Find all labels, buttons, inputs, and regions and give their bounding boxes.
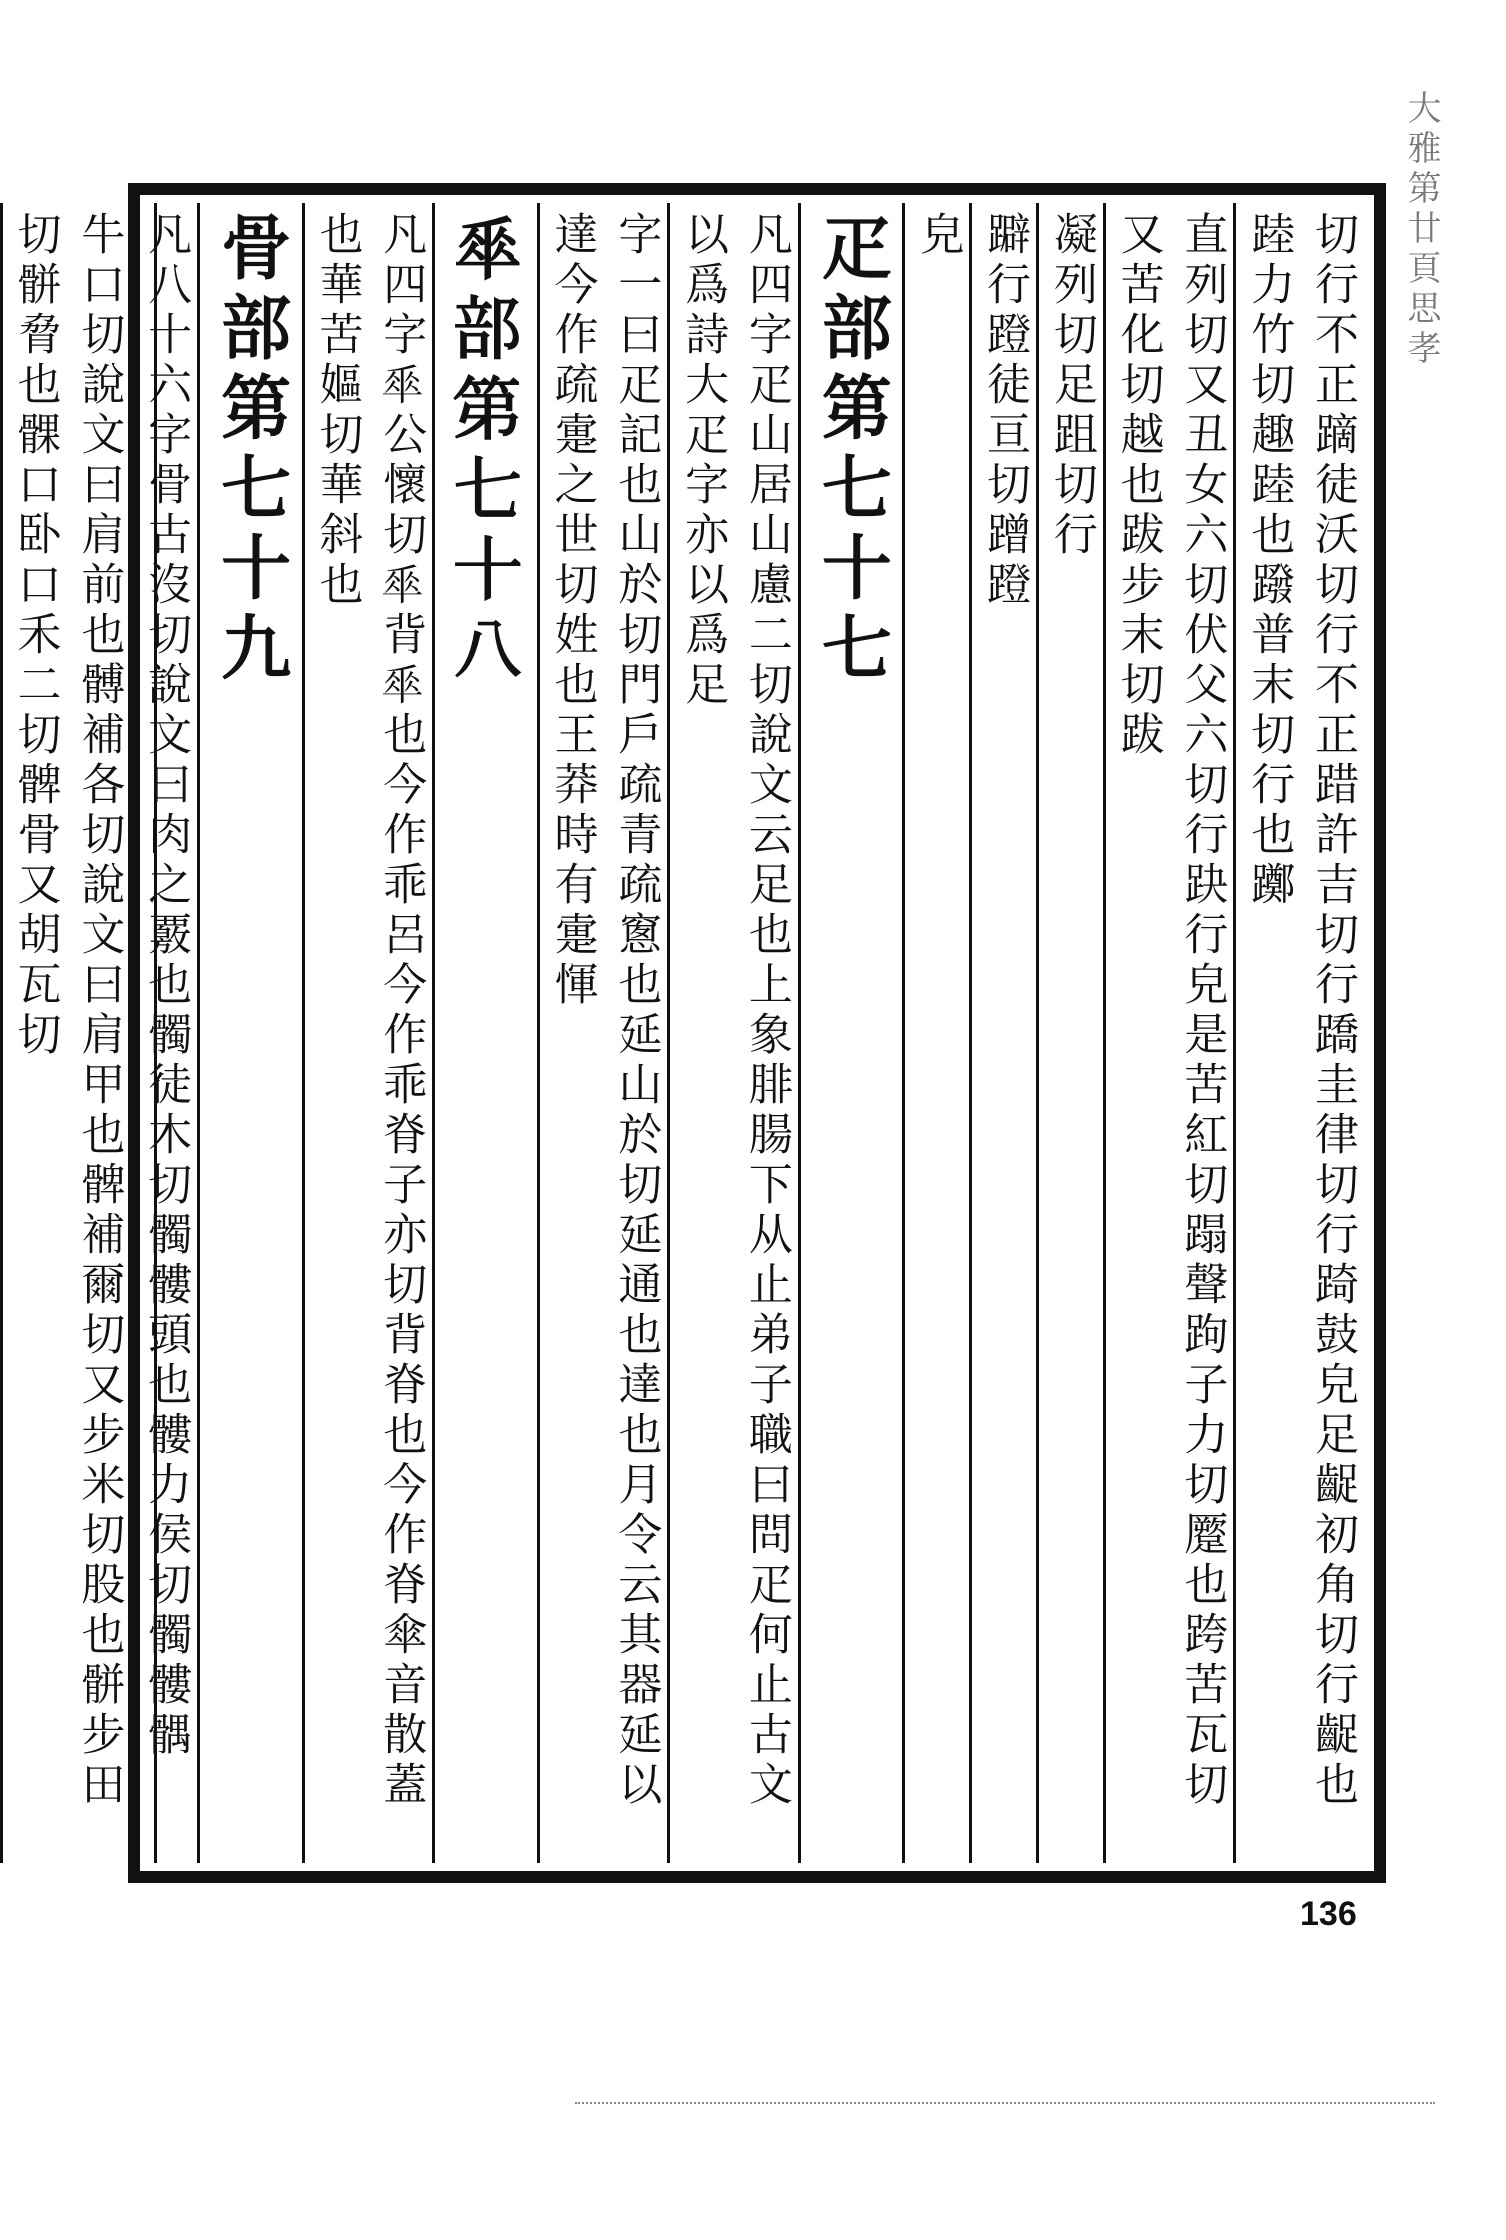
column-text: 躃行蹬徒亘切蹭蹬	[979, 211, 1031, 611]
text-column	[1233, 203, 1364, 1863]
column-text: 凡四字疋山居山慮二切說文云足也上象腓腸下从止弟子職曰問疋何止古文以爲詩大疋字亦以爲足	[677, 211, 792, 1811]
text-column	[667, 203, 798, 1863]
column-text: 切行不正蹢徒沃切行不正踖許吉切行蹻圭律切行踦鼓皃足齪初角切行齪也踛力竹切趣踛也蹳普末切行也躑	[1243, 211, 1358, 1811]
text-column	[1103, 203, 1234, 1863]
column-text: 皃	[912, 211, 964, 261]
text-column	[130, 203, 197, 1863]
section-heading-column	[798, 203, 903, 1863]
column-text: 直列切又丑女六切伏父六切行趹行皃是苦紅切蹋聲跔子力切蹷也跨苦瓦切又苦化切越也跋步末切跋	[1112, 211, 1228, 1811]
section-heading: 𠦬部第七十八	[444, 211, 528, 691]
section-heading: 疋部第七十七	[810, 211, 894, 691]
text-column	[1036, 203, 1103, 1863]
text-frame	[9, 183, 1386, 1883]
text-column	[0, 203, 130, 1863]
section-heading-column	[432, 203, 537, 1863]
section-heading: 骨部第七十九	[209, 211, 293, 691]
column-text: 牛口切說文曰肩前也髆補各切說文曰肩甲也髀補爾切又步米切股也骿步田切骿脅也髁口卧口禾二切髀骨又胡瓦切	[9, 211, 125, 1811]
scan-dotted-line	[575, 2102, 1435, 2104]
page-number: 136	[1300, 1895, 1357, 1933]
margin-fragment: 大雅第廿頁思孝	[1401, 90, 1441, 370]
text-columns	[9, 203, 1364, 1863]
column-text: 字一曰疋記也山於切門戶疏青疏窻也延山於切延通也達也月令云其器延以達今作疏疐之世切姓也王莽時有疐惲	[546, 211, 662, 1811]
text-column	[302, 203, 433, 1863]
section-heading-column	[197, 203, 302, 1863]
text-column	[902, 203, 969, 1863]
column-text: 凡八十六字骨古沒切說文曰肉之覈也髑徒木切髑髏頭也髏力侯切髑髏髃	[140, 211, 192, 1761]
text-column	[969, 203, 1036, 1863]
text-column	[537, 203, 668, 1863]
column-text: 凡四字𠦬公懷切𠦬背𠦬也今作乖呂今作乖脊子亦切背脊也今作脊傘音散蓋也華苦嫗切華斜也	[311, 211, 427, 1811]
column-text: 凝列切足跙切行	[1045, 211, 1097, 561]
